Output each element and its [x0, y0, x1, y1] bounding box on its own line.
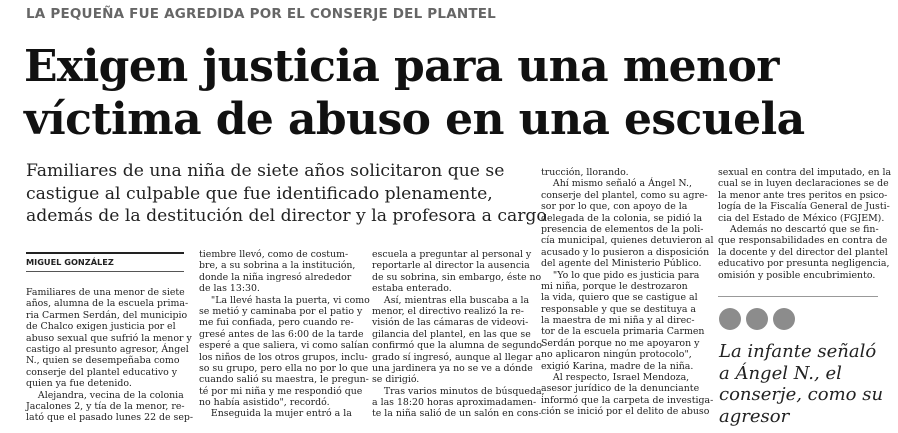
- article-line: la maestra de mi niña y al direc-: [541, 315, 695, 327]
- article-line: los niños de los otros grupos, inclu-: [199, 351, 368, 363]
- article-line: confirmó que la alumna de segundo: [372, 340, 543, 352]
- article-line: cia del Estado de México (FGJEM).: [718, 212, 885, 224]
- article-line: no aplicaron ningún protocolo",: [541, 349, 692, 361]
- article-line: que responsabilidades en contra de: [718, 235, 888, 247]
- article-line: Ahí mismo señaló a Ángel N.,: [541, 178, 692, 190]
- article-line: la docente y del director del plantel: [718, 246, 888, 258]
- article-line: castigo al presunto agresor, Ángel: [26, 343, 189, 355]
- byline-top-rule: [26, 252, 184, 254]
- article-line: cía municipal, quienes detuvieron al: [541, 235, 714, 247]
- article-line: asesor jurídico de la denunciante: [541, 383, 700, 395]
- article-line: Además no descartó que se fin-: [718, 223, 879, 235]
- article-line: años, alumna de la escuela prima-: [26, 298, 189, 310]
- article-line: visión de las cámaras de videovi-: [372, 317, 529, 329]
- article-line: Alejandra, vecina de la colonia: [26, 389, 184, 401]
- byline: MIGUEL GONZÁLEZ: [26, 257, 114, 267]
- pull-quote-line: a Ángel N., el: [719, 362, 842, 384]
- article-line: Tras varios minutos de búsqueda,: [372, 385, 545, 397]
- article-line: té por mi niña y me respondió que: [199, 385, 363, 397]
- article-line: la vida, quiero que se castigue al: [541, 292, 698, 304]
- article-line: lató que el pasado lunes 22 de sep-: [26, 412, 194, 424]
- article-line: se metió y caminaba por el patio y: [199, 305, 363, 317]
- pull-quote-line: La infante señaló: [719, 341, 877, 362]
- deck-line: además de la destitución del director y la profesora a cargo: [26, 206, 547, 226]
- article-line: ria Carmen Serdán, del municipio: [26, 309, 188, 321]
- body-column-1: [26, 287, 194, 424]
- pull-quote-line: agresor: [719, 405, 790, 427]
- pull-quote: [719, 341, 889, 427]
- article-line: Serdán porque no me apoyaron y: [541, 337, 700, 349]
- article-line: Familiares de una menor de siete: [26, 287, 185, 298]
- body-column-4: [541, 167, 714, 418]
- article-line: trucción, llorando.: [541, 167, 629, 178]
- article-line: a las 18:20 horas aproximadamen-: [372, 397, 537, 409]
- byline-bottom-rule: [26, 271, 184, 272]
- article-line: delegada de la colonia, se pidió la: [541, 212, 703, 224]
- dot-icon: [746, 308, 768, 330]
- article-line: tiembre llevó, como de costum-: [199, 249, 349, 260]
- article-line: conserje del plantel, como su agre-: [541, 189, 708, 201]
- body-column-3: [372, 249, 545, 420]
- article-line: de Chalco exigen justicia por el: [26, 321, 176, 333]
- headline: [24, 40, 884, 146]
- dot-icon: [773, 308, 795, 330]
- article-line: menor, el directivo realizó la re-: [372, 305, 524, 317]
- article-line: cuando salió su maestra, le pregun-: [199, 374, 369, 386]
- article-line: "La llevé hasta la puerta, vi como: [199, 294, 370, 306]
- article-line: quien ya fue detenido.: [26, 378, 132, 390]
- article-line: sor por lo que, con apoyo de la: [541, 201, 688, 213]
- article-line: informó que la carpeta de investiga-: [541, 394, 714, 406]
- article-line: omisión y posible encubrimiento.: [718, 269, 876, 281]
- article-line: mi niña, porque le destrozaron: [541, 280, 688, 292]
- article-line: cual se in luyen declaraciones se de: [718, 178, 889, 190]
- article-line: de las 13:30.: [199, 283, 260, 295]
- article-line: donde la niña ingresó alrededor: [199, 271, 352, 283]
- article-line: Así, mientras ella buscaba a la: [372, 294, 530, 306]
- headline-line: Exigen justicia para una menor: [24, 41, 779, 92]
- article-line: escuela a preguntar al personal y: [372, 249, 532, 260]
- article-line: bre, a su sobrina a la institución,: [199, 260, 356, 272]
- article-line: presencia de elementos de la poli-: [541, 223, 704, 235]
- deck: [26, 160, 547, 228]
- body-column-5: [718, 167, 892, 281]
- article-line: acusado y lo pusieron a disposición: [541, 246, 710, 258]
- dot-icon: [719, 308, 741, 330]
- article-line: tor de la escuela primaria Carmen: [541, 326, 705, 338]
- deck-line: Familiares de una niña de siete años solicitaron que se: [26, 161, 505, 181]
- article-line: educativo por presunta negligencia,: [718, 258, 890, 270]
- article-line: estaba enterado.: [372, 283, 452, 295]
- article-line: N., quien se desempeñaba como: [26, 355, 180, 367]
- article-line: una jardinera ya no se ve a dónde: [372, 362, 533, 374]
- pull-quote-dots: [719, 308, 795, 330]
- article-line: exigió Karina, madre de la niña.: [541, 360, 694, 372]
- kicker: LA PEQUEÑA FUE AGREDIDA POR EL CONSERJE DEL PLANTEL: [26, 6, 496, 22]
- article-line: Jacalones 2, y tía de la menor, re-: [26, 400, 185, 412]
- article-line: gilancia del plantel, en las que se: [372, 328, 531, 340]
- article-line: la menor ante tres peritos en psico-: [718, 189, 888, 201]
- article-line: Al respecto, Israel Mendoza,: [541, 372, 690, 384]
- article-line: me fui confiada, pero cuando re-: [199, 317, 354, 329]
- article-line: Enseguida la mujer entró a la: [199, 408, 352, 420]
- article-line: "Yo lo que pido es justicia para: [541, 269, 700, 281]
- article-line: del agente del Ministerio Público.: [541, 258, 702, 270]
- pull-quote-line: conserje, como su: [719, 384, 884, 405]
- article-line: responsable y que se destituya a: [541, 303, 697, 315]
- article-line: sexual en contra del imputado, en la: [718, 167, 892, 178]
- article-line: no había asistido", recordó.: [199, 397, 330, 409]
- article-line: logía de la Fiscalía General de Justi-: [718, 201, 890, 213]
- article-line: abuso sexual que sufrió la menor y: [26, 332, 192, 344]
- article-line: conserje del plantel educativo y: [26, 366, 178, 378]
- article-line: reportarle al director la ausencia: [372, 260, 530, 272]
- headline-line: víctima de abuso en una escuela: [24, 94, 805, 145]
- body-column-2: [199, 249, 370, 420]
- article-line: so su grupo, pero ella no por lo que: [199, 362, 369, 374]
- article-line: ción se inició por el delito de abuso: [541, 406, 710, 418]
- article-line: esperé a que saliera, vi como salían: [199, 340, 369, 352]
- article-line: de su sobrina, sin embargo, éste no: [372, 271, 542, 283]
- article-line: te la niña salió de un salón en cons-: [372, 408, 542, 420]
- article-line: gresé antes de las 6:00 de la tarde: [199, 328, 364, 340]
- article-line: se dirigió.: [372, 374, 420, 386]
- sidebar-divider: [718, 296, 878, 297]
- article-line: grado sí ingresó, aunque al llegar a: [372, 351, 541, 363]
- deck-line: castigue al culpable que fue identificado plenamente,: [26, 183, 493, 204]
